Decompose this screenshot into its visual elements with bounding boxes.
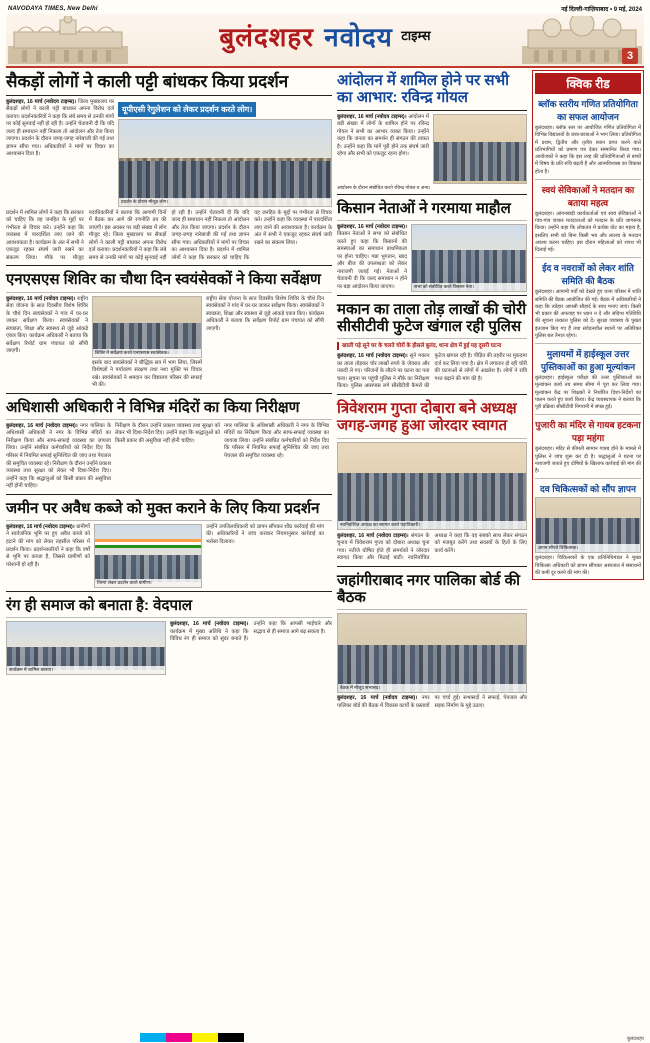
dateline: बुलंदशहर, 16 मार्च (नवोदय टाइम्स)। [6,523,75,530]
quick-read-item [535,97,641,176]
edition-date: नई दिल्ली-गाज़ियाबाद • 9 मई, 2024 [561,7,642,13]
quick-read-item [535,183,641,255]
column-left [6,70,332,1022]
article-house-theft [337,299,527,391]
article-body [337,353,527,391]
article-municipal-board-meeting [337,570,527,711]
article-lead: खाली पड़े सूने घर के चलते चोरों के हौसले बुलंद, थाना क्षेत्र में हुई यह दूसरी घटना [337,342,527,350]
quick-read-item [535,261,641,340]
article-goyal-thanks [337,70,527,191]
photo-caption: कार्यक्रम में शामिल छात्राएं। [7,666,165,674]
dateline: बुलंदशहर, 16 मार्च (नवोदय टाइम्स)। [337,532,409,539]
top-strip [6,4,644,14]
article-paragraph-2: नवनिर्वाचित अध्यक्ष ने कहा कि वह सबको साथ लेकर संगठन को मजबूत करेंगे तथा सदस्यों के हितों के लिए कार्य करेंगे। [407,532,527,562]
article-paragraph: आंदोलन में बड़ी संख्या में लोगों के शामिल होने पर रविन्द्र गोयल ने सभी का आभार व्यक्त किया। उन्होंने कहा कि जनता का समर्थन ही संगठन की ताकत है। [337,113,430,150]
article-body [337,114,429,184]
photo-farmer-meeting [411,224,527,292]
article-paragraph-4: जिला मुख्यालय पर सैकड़ों लोगों ने काली पट्टी बांधकर अपना विरोध दर्ज कराया। प्रदर्शनकारियों ने कहा कि लंबे समय से उनकी मांगों पर कोई सुनवाई नहीं हो रही है। उन्होंने चेतावनी दी कि यदि जल्द ही समाधान नहीं निकला तो आंदोलन और तेज किया जाएगा। प्रदर्शन के दौरान जगह-जगह नारेबाजी की गई तथा ज्ञापन सौंपा गया। अधिकारियों ने मांगों पर विचार का आश्वासन दिया है। [88,209,250,261]
article-headline: जहांगीराबाद नगर पालिका बोर्ड की बैठक [337,571,521,606]
article-land-encroachment-protest [6,498,332,588]
article-body [6,423,111,491]
article-headline: किसान नेताओं ने गरमाया माहौल [337,199,511,217]
article-paragraph-2: उन्होंने उपजिलाधिकारी को ज्ञापन सौंपकर शीघ्र कार्रवाई की मांग की। अधिकारियों ने जांच कराकर नियमानुसार कार्रवाई का भरोसा दिलाया। [206,523,324,545]
quick-read-heading: दव चिकित्सकों को सौंप ज्ञापन [540,484,636,495]
photo-students [6,621,166,675]
article-headline: जमीन पर अवैध कब्जे को मुक्त कराने के लिए किया प्रदर्शन [6,499,320,517]
photo-caption: बैठक में मौजूद सभासद। [338,684,526,692]
photo-protest [118,119,332,207]
article-body-continued [6,210,332,263]
quick-read-box [532,70,644,580]
article-headline: आंदोलन में शामिल होने पर सभी का आभार: रविन्द्र गोयल [337,72,509,107]
article-paragraph: कार्यक्रम में मुख्य अतिथि ने कहा कि विविध रंग ही समाज को सुंदर बनाते हैं। उन्होंने कहा कि आपसी भाईचारे और सद्भाव से ही समाज आगे बढ़ सकता है। [170,621,332,643]
article-paragraph: किसान नेताओं ने सभा को संबोधित करते हुए कहा कि किसानों की समस्याओं का समाधान प्राथमिकता पर होना चाहिए। गन्ना भुगतान, खाद और बीज की उपलब्धता को लेकर नाराजगी जताई गई। [337,231,407,275]
article-paragraph-4: नगर पालिका के अधिशासी अधिकारी ने नगर के विभिन्न मंदिरों का निरीक्षण किया और साफ-सफाई व्यवस्था का जायजा लिया। उन्होंने संबंधित कर्मचारियों को निर्देश दिए कि परिसर में नियमित सफाई सुनिश्चित की जाए तथा पेयजल की समुचित व्यवस्था रहे। [224,422,329,460]
article-body [170,621,332,675]
article-paragraph: नगर पालिका बोर्ड की बैठक में विकास कार्यों के प्रस्तावों पर चर्चा हुई। सभासदों ने सफाई, पेयजल और सड़क निर्माण के मुद्दे उठाए। [337,695,527,709]
article-paragraph-2: उन्होंने कहा कि मांगें पूरी होने तक संघर्ष जारी रहेगा और सभी को एकजुट रहना होगा। [337,143,429,158]
article-body [337,224,407,292]
article-nss-camp [6,269,332,389]
quick-read-body: बुलंदशहर। आगामी पर्वों को देखते हुए थाना परिसर में शांति समिति की बैठक आयोजित की गई। बैठक में अधिकारियों ने कहा कि त्योहार आपसी सौहार्द के साथ मनाए जाएं। किसी भी प्रकार की अफवाह पर ध्यान न दें और संदिग्ध गतिविधि की सूचना तत्काल पुलिस को दें। सुरक्षा व्यवस्था के पुख्ता इंतजाम किए गए हैं तथा संवेदनशील स्थानों पर अतिरिक्त पुलिस बल तैनात रहेगा। [535,289,641,339]
article-paragraph: संगठन के चुनाव में त्रिवेशराम गुप्ता को दोबारा अध्यक्ष चुना गया। नतीजे घोषित होते ही समर्थकों ने जोरदार स्वागत किया और मिठाई बांटी। [337,532,430,562]
color-swatches [140,1033,244,1042]
quick-read-item [535,482,641,577]
dateline: बुलंदशहर, 16 मार्च (नवोदय टाइम्स)। [337,695,418,702]
photo-flag-protest [94,524,202,588]
article-paragraph: सूने मकान का ताला तोड़कर चोर लाखों रुपये के जेवरात और नकदी ले गए। परिजनों के लौटने पर घटना का पता चला। सूचना पर पहुंची पुलिस ने मौके का निरीक्षण किया। [337,353,430,390]
masthead-title-part1: बुलंदशहर [219,22,314,52]
photo-caption: तिरंगा लेकर प्रदर्शन करते ग्रामीण। [95,579,201,587]
article-paragraph-2: नेताओं ने चेतावनी दी कि जल्द समाधान न होने पर बड़ा आंदोलन किया जाएगा। [337,268,407,290]
article-body [6,524,90,588]
quick-read-body: बुलंदशहर। हाईस्कूल परीक्षा की उत्तर पुस्तिकाओं का मूल्यांकन कार्य तय समय सीमा में पूरा कर लिया गया। मूल्यांकन केंद्र पर शिक्षकों ने निर्धारित दिशा-निर्देशों का पालन करते हुए कार्य किया। केंद्र व्यवस्थापक ने बताया कि पूरी प्रक्रिया सीसीटीवी निगरानी में संपन्न हुई। [535,375,641,410]
quick-read-body: बुलंदशहर। चिकित्सकों के एक प्रतिनिधिमंडल ने मुख्य चिकित्सा अधिकारी को ज्ञापन सौंपकर अस्पताल में संसाधनों की कमी दूर करने की मांग की। [535,555,641,576]
dateline: बुलंदशहर, 16 मार्च (नवोदय टाइम्स)। [337,353,408,360]
dateline: बुलंदशहर, 16 मार्च (नवोदय टाइम्स)। [170,621,249,628]
photo-caption: प्रदर्शन के दौरान मौजूद लोग। [119,198,331,206]
quick-read-heading: ब्लॉक स्तरीय गणित प्रतियोगिता का सफल आयोजन [538,99,638,122]
masthead-title-part2: नवोदय [324,22,393,52]
article-paragraph: नगर पालिका के अधिशासी अधिकारी ने नगर के विभिन्न मंदिरों का निरीक्षण किया और साफ-सफाई व्यवस्था का जायजा लिया। उन्होंने संबंधित कर्मचारियों को निर्देश दिए कि परिसर में नियमित सफाई सुनिश्चित की जाए तथा पेयजल की समुचित व्यवस्था रहे। [6,422,111,467]
quick-read-body: बुलंदशहर। मंदिर से कीमती सामान गायब होने के मामले में पुलिस ने जांच शुरू कर दी है। श्रद्धालुओं ने घटना पर नाराजगी जताते हुए दोषियों के खिलाफ कार्रवाई की मांग की है। [535,446,641,474]
article-president-elected [337,398,527,563]
masthead-title [6,18,644,54]
column-quick-read [532,70,644,1022]
article-paragraph: ग्रामीणों ने सार्वजनिक भूमि पर हुए अवैध कब्जे को हटाने की मांग को लेकर तहसील परिसर में प्रदर्शन किया। प्रदर्शनकारियों ने कहा कि वर्षों से भूमि पर कब्जा है, जिससे ग्रामीणों को परेशानी हो रही है। [6,523,90,568]
photo-caption: ज्ञापन सौंपते चिकित्सक। [536,544,640,552]
article-body [6,99,114,207]
article-paragraph-2: इसके बाद स्वयंसेवकों ने बौद्धिक सत्र में भाग लिया, जिसमें विशेषज्ञों ने पर्यावरण संरक्षण तथा नशा मुक्ति पर विचार रखे। स्वयंसेवकों ने श्रमदान कर विद्यालय परिसर की सफाई भी की। [92,359,202,389]
swatch-magenta [166,1033,192,1042]
footer-note: बुलंदशहर [626,1036,644,1042]
dateline: बुलंदशहर, 16 मार्च (नवोदय टाइम्स)। [337,113,407,120]
publication-name: NAVODAYA TIMES, New Delhi [8,6,98,12]
quick-read-heading: स्वयं सेविकाओं ने मतदान का बताया महत्व [541,184,635,208]
photo-caption: आंदोलन के दौरान संबोधित करते रविन्द्र गोयल व अन्य। [337,185,431,191]
masthead-title-part3: टाइम्स [401,28,431,43]
article-temple-inspection [6,397,332,491]
article-paragraph: राष्ट्रीय सेवा योजना के सात दिवसीय विशेष शिविर के चौथे दिन स्वयंसेवकों ने गांव में घर-घर जाकर सर्वेक्षण किया। स्वयंसेवकों ने स्वच्छता, शिक्षा और स्वास्थ्य से जुड़े आंकड़े एकत्र किए। कार्यक्रम अधिकारी ने बताया कि सर्वेक्षण रिपोर्ट ग्राम पंचायत को सौंपी जाएगी। [6,295,88,355]
article-body [6,296,88,390]
article-headline: रंग ही समाज को बनाता है: वेदपाल [6,596,193,614]
page-columns [6,70,644,1022]
photo-doctors-memorandum [535,497,641,553]
swatch-yellow [192,1033,218,1042]
photo-nss-camp [92,296,202,358]
article-farmer-leaders [337,198,527,292]
quick-read-heading: मुलायमों में हाईस्कूल उत्तर पुस्तिकाओं का हुआ मूल्यांकन [540,349,636,372]
dateline: बुलंदशहर, 16 मार्च (नवोदय टाइम्स)। [6,98,77,105]
article-paragraph-2: प्रदर्शन में शामिल लोगों ने कहा कि सरकार को चाहिए कि वह जनहित के मुद्दों पर गंभीरता से विचार करे। उन्होंने कहा कि व्यवस्था में पारदर्शिता लाए जाने की आवश्यकता है। कार्यक्रम के अंत में सभी ने एकजुट रहकर संघर्ष जारी रखने का संकल्प लिया। [6,209,84,261]
masthead [6,14,644,68]
swatch-cyan [140,1033,166,1042]
dateline: बुलंदशहर, 16 मार्च (नवोदय टाइम्स)। [6,295,76,302]
column-middle [337,70,527,1022]
article-headline: सैकड़ों लोगों ने काली पट्टी बांधकर किया प्रदर्शन [6,72,289,91]
article-headline: अधिशासी अधिकारी ने विभिन्न मंदिरों का किया निरीक्षण [6,398,300,416]
article-paragraph-2: पुलिस आसपास लगे सीसीटीवी कैमरों की फुटेज खंगाल रही है। पीड़ित की तहरीर पर मुकदमा दर्ज कर लिया गया है। [350,353,527,390]
photo-kicker: यूपीएसी रेगुलेशन को लेकर प्रदर्शन करते लोग। [118,102,256,117]
photo-goyal-address [433,114,527,184]
quick-read-heading: ईद व नवरात्रों को लेकर शांति समिति की बैठक [542,263,634,287]
photo-caption: सभा को संबोधित करते किसान नेता। [412,283,526,291]
photo-caption: नवनिर्वाचित अध्यक्ष का स्वागत करते पदाधिकारी। [338,521,526,529]
page-number-badge: 3 [622,48,638,64]
photo-president-welcome [337,442,527,530]
article-paragraph-3: मौके पर मौजूद पदाधिकारियों ने बताया कि आगामी दिनों में बैठक कर आगे की रणनीति तय की जाएगी। इस अवसर पर बड़ी संख्या में लोग मौजूद रहे। [44,209,167,261]
article-headline: एनएसएस शिविर का चौथा दिन स्वयंसेवकों ने किया सर्वेक्षण [6,271,321,289]
print-registration-bar [0,1031,650,1043]
quick-read-body: बुलंदशहर। आंगनबाड़ी कार्यकर्ताओं एवं स्वयं सेविकाओं ने गांव-गांव जाकर मतदाताओं को मतदान के प्रति जागरूक किया। उन्होंने कहा कि लोकतंत्र में प्रत्येक वोट का महत्व है, इसलिए सभी को बिना किसी भय और लालच के मतदान अवश्य करना चाहिए। इस दौरान महिलाओं को शपथ भी दिलाई गई। [535,210,641,253]
article-body [337,533,527,563]
article-paragraph-3: क्षेत्र में लगातार हो रही चोरी की घटनाओं से लोगों में आक्रोश है। लोगों ने रात्रि गश्त बढ़ाने की मांग की है। [434,360,527,382]
article-paragraph-3: राष्ट्रीय सेवा योजना के सात दिवसीय विशेष शिविर के चौथे दिन स्वयंसेवकों ने गांव में घर-घर जाकर सर्वेक्षण किया। स्वयंसेवकों ने स्वच्छता, शिक्षा और स्वास्थ्य से जुड़े आंकड़े एकत्र किए। कार्यक्रम अधिकारी ने बताया कि सर्वेक्षण रिपोर्ट ग्राम पंचायत को सौंपी जाएगी। [206,295,324,332]
article-paragraph-5: प्रदर्शन में शामिल लोगों ने कहा कि सरकार को चाहिए कि वह जनहित के मुद्दों पर गंभीरता से विचार करे। उन्होंने कहा कि व्यवस्था में पारदर्शिता लाए जाने की आवश्यकता है। कार्यक्रम के अंत में सभी ने एकजुट रहकर संघर्ष जारी रखने का संकल्प लिया। [171,209,332,261]
article-paragraph: जिला मुख्यालय पर सैकड़ों लोगों ने काली पट्टी बांधकर अपना विरोध दर्ज कराया। प्रदर्शनकारियों ने कहा कि लंबे समय से उनकी मांगों पर कोई सुनवाई नहीं हो रही है। उन्होंने चेतावनी दी कि यदि जल्द ही समाधान नहीं निकला तो आंदोलन और तेज किया जाएगा। प्रदर्शन के दौरान जगह-जगह नारेबाजी की गई तथा ज्ञापन सौंपा गया। अधिकारियों ने मांगों पर विचार का आश्वासन दिया है। [6,98,114,158]
dateline: बुलंदशहर, 16 मार्च (नवोदय टाइम्स)। [337,223,407,230]
article-paragraph-3: निरीक्षण के दौरान उन्होंने प्रकाश व्यवस्था तथा सुरक्षा को लेकर भी दिशा-निर्देश दिए। उन्होंने कहा कि श्रद्धालुओं को किसी प्रकार की असुविधा नहीं होनी चाहिए। [115,422,220,444]
dateline: बुलंदशहर, 16 मार्च (नवोदय टाइम्स)। [6,422,78,429]
article-headline: त्रिवेशराम गुप्ता दोबारा बने अध्यक्ष जगह-जगह हुआ जोरदार स्वागत [337,400,517,435]
photo-caption: शिविर में सर्वेक्षण करते एनएसएस स्वयंसेवक। [93,349,201,357]
quick-read-title: क्विक रीड [535,73,641,94]
article-paragraph-2: निरीक्षण के दौरान उन्होंने प्रकाश व्यवस्था तथा सुरक्षा को लेकर भी दिशा-निर्देश दिए। उन्होंने कहा कि श्रद्धालुओं को किसी प्रकार की असुविधा नहीं होनी चाहिए। [6,460,111,490]
quick-read-item [535,418,641,475]
article-protest-black-bands [6,70,332,262]
article-body [337,695,527,710]
photo-board-meeting [337,613,527,693]
quick-read-body: बुलंदशहर। ब्लॉक स्तर पर आयोजित गणित प्रतियोगिता में विभिन्न विद्यालयों के छात्र-छात्राओं ने भाग लिया। प्रतियोगिता में प्रथम, द्वितीय और तृतीय स्थान प्राप्त करने वाले प्रतिभागियों को प्रमाण पत्र देकर सम्मानित किया गया। आयोजकों ने कहा कि इस तरह की प्रतियोगिताओं से बच्चों में विषय के प्रति रुचि बढ़ती है और आत्मविश्वास का विकास होता है। [535,125,641,175]
swatch-black [218,1033,244,1042]
article-headline: मकान का ताला तोड़ लाखों की चोरी सीसीटीवी फुटेज खंगाल रही पुलिस [337,300,527,335]
article-vedpal-speech [6,595,332,675]
quick-read-item [535,347,641,411]
quick-read-heading: पुजारी का मंदिर से गायब हटकना पड़ा महंगा [535,420,641,444]
